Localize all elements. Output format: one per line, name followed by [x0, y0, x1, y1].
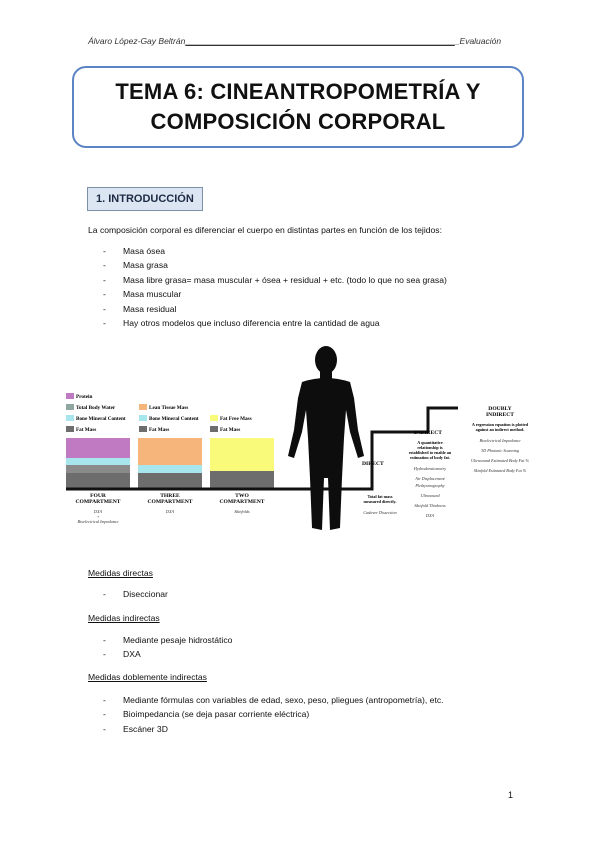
title-box: [72, 66, 524, 148]
direct-measures-list: [103, 587, 168, 601]
list-item: - Masa libre grasa= masa muscular + ósea + residual + etc. (todo lo que no sea grasa): [103, 273, 447, 287]
svg-text:Hydrodensitometry: Hydrodensitometry: [413, 466, 447, 471]
section-heading: 1. INTRODUCCIÓN: [87, 187, 203, 211]
svg-text:INDIRECT: INDIRECT: [486, 412, 514, 418]
page-title: [115, 77, 480, 137]
compartment-methods: [77, 509, 250, 524]
legend-swatch-fat: [66, 426, 74, 432]
svg-text:Bioelectrical Impedance: Bioelectrical Impedance: [479, 438, 521, 443]
svg-text:measured directly.: measured directly.: [363, 499, 397, 504]
list-item: - Diseccionar: [103, 587, 168, 601]
direct-desc: [364, 494, 397, 504]
indirect-desc: [409, 440, 452, 460]
indirect-label: INDIRECT: [414, 430, 442, 436]
legend-label: Fat Mass: [149, 427, 170, 433]
intro-list: [103, 244, 447, 330]
legend-label: Fat Free Mass: [220, 416, 252, 422]
header-author: Álvaro López-Gay Beltrán: [88, 36, 186, 46]
svg-text:Skinfolds: Skinfolds: [234, 509, 250, 514]
svg-text:COMPARTMENT: COMPARTMENT: [219, 499, 265, 505]
direct-measures-heading: Medidas directas: [88, 568, 153, 578]
connector-indirect: [398, 408, 458, 432]
list-item: - Mediante pesaje hidrostático: [103, 633, 232, 647]
svg-text:DXA: DXA: [93, 509, 103, 514]
doubly-methods: [471, 438, 529, 473]
svg-text:Ultrasound: Ultrasound: [420, 493, 440, 498]
list-item: - Masa residual: [103, 302, 447, 316]
svg-text:Total fat mass: Total fat mass: [367, 494, 393, 499]
direct-method: Cadaver Dissection: [363, 510, 397, 515]
body-composition-figure: [62, 338, 540, 542]
legend-label: Protein: [76, 394, 93, 400]
list-item: - Bioimpedancia (se deja pasar corriente eléctrica): [103, 707, 444, 721]
header-section: _Evaluación: [454, 36, 502, 46]
four-compartment-bar: [66, 438, 130, 489]
svg-text:Air Displacement: Air Displacement: [415, 476, 445, 481]
direct-label: DIRECT: [362, 461, 384, 467]
svg-text:against an indirect method.: against an indirect method.: [475, 427, 525, 432]
list-item: - Mediante fórmulas con variables de edad, sexo, peso, pliegues (antropometría), etc.: [103, 693, 444, 707]
three-compartment-bar: [138, 438, 202, 489]
svg-text:Skinfold Thickness: Skinfold Thickness: [414, 503, 446, 508]
indirect-methods: [413, 466, 446, 518]
legend-three: [139, 404, 199, 433]
svg-text:DXA: DXA: [165, 509, 175, 514]
list-item: - Masa ósea: [103, 244, 447, 258]
legend-two: [210, 415, 252, 433]
legend-label: Total Body Water: [76, 405, 116, 411]
svg-text:COMPARTMENT: COMPARTMENT: [147, 499, 193, 505]
svg-text:A quantitative: A quantitative: [417, 440, 443, 445]
svg-text:THREE: THREE: [160, 493, 180, 499]
intro-paragraph: La composición corporal es diferenciar el cuerpo en distintas partes en función de los tejidos:: [88, 225, 442, 235]
svg-text:estimation of body fat.: estimation of body fat.: [409, 455, 451, 460]
svg-text:Skinfold Estimated Body Fat %: Skinfold Estimated Body Fat %: [473, 468, 527, 473]
page-header: [88, 36, 508, 46]
list-item: - DXA: [103, 647, 232, 661]
svg-text:Ultrasound Estimated Body Fat: Ultrasound Estimated Body Fat %: [471, 458, 529, 463]
legend-swatch-bone: [66, 415, 74, 421]
legend-label: Fat Mass: [220, 427, 241, 433]
legend-label: Bone Mineral Content: [76, 416, 126, 422]
two-compartment-bar: [210, 438, 274, 489]
legend-four: [66, 393, 126, 433]
legend-swatch-bone: [139, 415, 147, 421]
svg-text:DXA: DXA: [425, 513, 435, 518]
doubly-indirect-measures-list: [103, 693, 444, 736]
list-item: - Hay otros modelos que incluso diferencia entre la cantidad de agua: [103, 316, 447, 330]
legend-swatch-protein: [66, 393, 74, 399]
svg-text:relationship is: relationship is: [417, 445, 443, 450]
list-item: - Masa grasa: [103, 258, 447, 272]
legend-swatch-lean: [139, 404, 147, 410]
svg-text:3D Photonic Scanning: 3D Photonic Scanning: [481, 448, 519, 453]
svg-text:Plethysmography: Plethysmography: [415, 483, 445, 488]
human-silhouette-icon: [288, 346, 364, 530]
indirect-measures-list: [103, 633, 232, 662]
svg-text:+: +: [96, 514, 100, 519]
legend-swatch-fat: [210, 426, 218, 432]
page-number: 1: [508, 790, 514, 800]
legend-label: Bone Mineral Content: [149, 416, 199, 422]
doubly-indirect-measures-heading: Medidas doblemente indirectas: [88, 672, 207, 682]
legend-swatch-fat: [139, 426, 147, 432]
legend-swatch-ffm: [210, 415, 218, 421]
legend-swatch-water: [66, 404, 74, 410]
doubly-desc: [472, 422, 529, 432]
doubly-label: [486, 406, 514, 418]
list-item: - Escáner 3D: [103, 722, 444, 736]
svg-text:DOUBLY: DOUBLY: [488, 406, 512, 412]
svg-text:A regression equation is plott: A regression equation is plotted: [471, 422, 529, 427]
svg-text:Bioelectrical Impedance: Bioelectrical Impedance: [77, 519, 119, 524]
svg-text:COMPARTMENT: COMPARTMENT: [75, 499, 121, 505]
svg-text:TWO: TWO: [235, 493, 249, 499]
legend-label: Lean Tissue Mass: [149, 405, 189, 411]
indirect-measures-heading: Medidas indirectas: [88, 613, 160, 623]
title-line-1: TEMA 6: CINEANTROPOMETRÍA Y: [115, 79, 481, 104]
list-item: - Masa muscular: [103, 287, 447, 301]
svg-text:established to enable an: established to enable an: [408, 450, 452, 455]
header-rule: _________________________________________________________: [185, 36, 455, 46]
compartment-labels: [75, 493, 264, 505]
title-line-2: COMPOSICIÓN CORPORAL: [150, 109, 446, 134]
legend-label: Fat Mass: [76, 427, 97, 433]
svg-text:FOUR: FOUR: [90, 493, 106, 499]
